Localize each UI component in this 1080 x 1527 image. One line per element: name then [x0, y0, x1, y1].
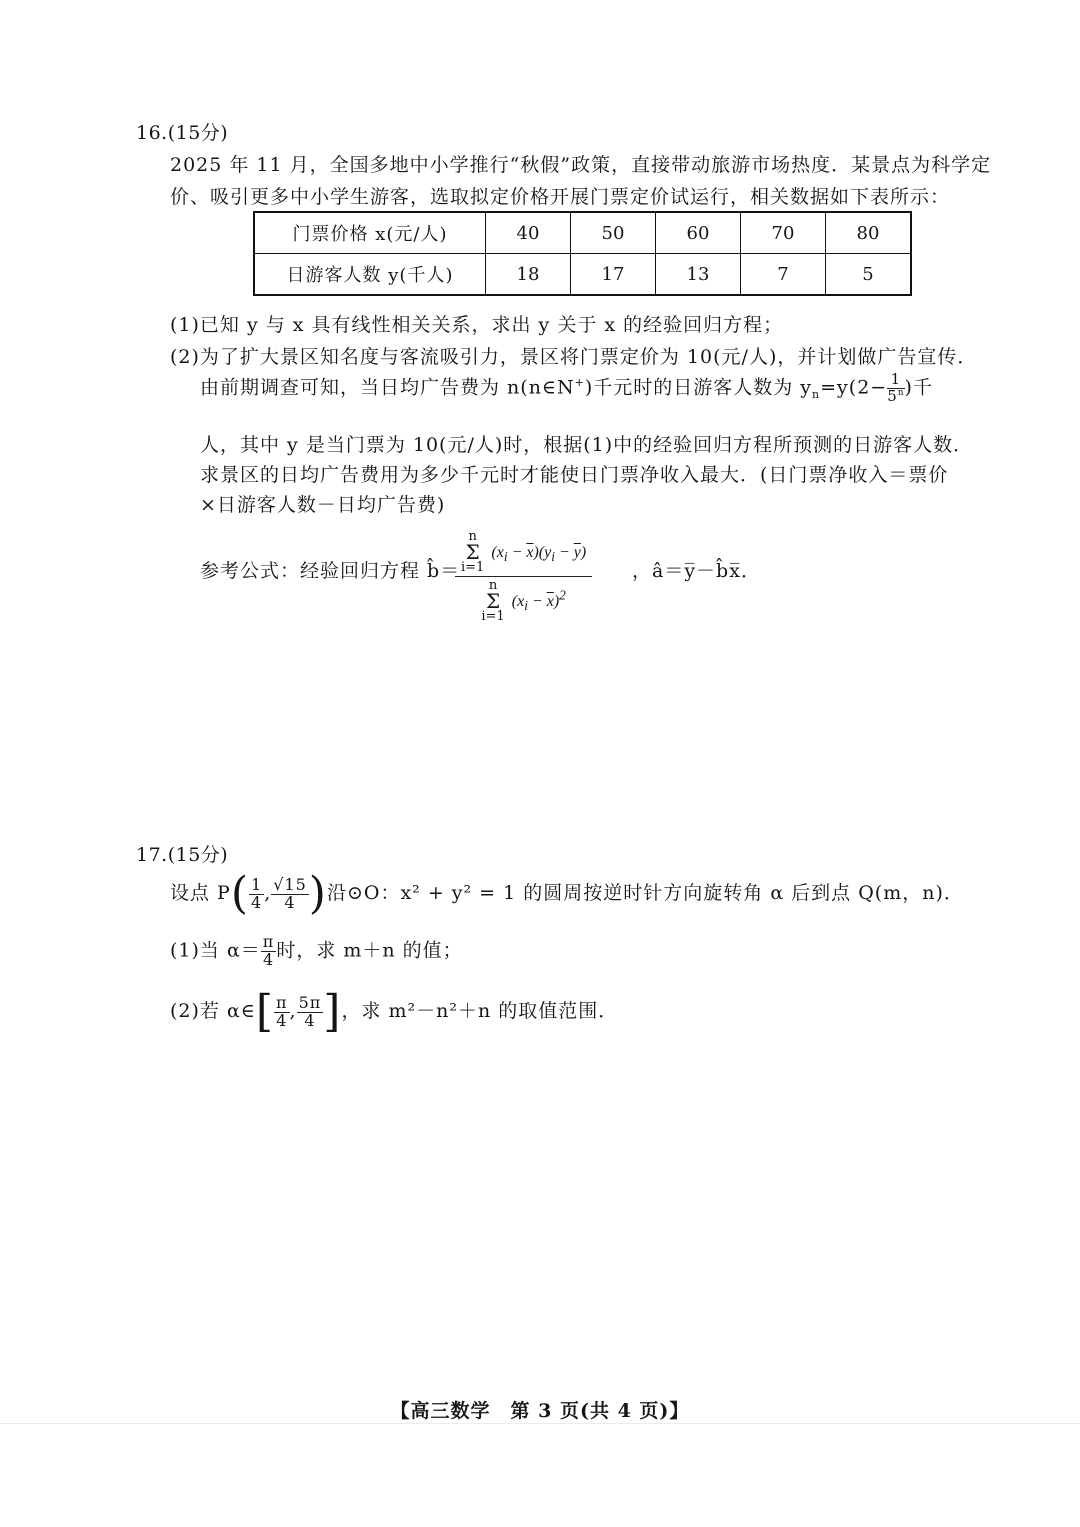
text-segment: ，求 m²－n²＋n 的取值范围．: [341, 1000, 619, 1022]
text-segment: =y(2−: [820, 376, 888, 399]
sigma-symbol: n Σ i=1: [461, 529, 485, 575]
q16-part2-line5: ×日游客人数－日均广告费): [200, 494, 446, 516]
q16-intro-line1: 2025 年 11 月，全国多地中小学推行“秋假”政策，直接带动旅游市场热度．某景点为科学定: [170, 154, 992, 176]
row-label-visitors: 日游客人数 y(千人): [254, 254, 486, 296]
fraction-pi-over-4: [261, 934, 277, 969]
text-segment: 沿⊙O：x² + y² = 1 的圆周按逆时针方向旋转角 α 后到点 Q(m，n)．: [326, 882, 964, 904]
regression-formula-fraction: [455, 530, 592, 623]
text-segment: )千元时的日游客人数为 y: [584, 376, 813, 399]
table-row-price: [254, 212, 911, 254]
q16-part2-line4: 求景区的日均广告费用为多少千元时才能使日门票净收入最大．(日门票净收入＝票价: [200, 464, 949, 486]
reference-formula-tail: ，â＝y̅－b̂x̅．: [632, 560, 761, 582]
text-segment: 设点 P: [170, 882, 231, 904]
price-cell: 70: [741, 212, 826, 254]
visitor-cell: 17: [571, 254, 656, 296]
point-p-x: [249, 874, 264, 912]
frac-denominator-base: 5: [887, 386, 898, 405]
point-p-y: [271, 874, 309, 912]
text-segment: (1)当 α＝: [170, 939, 261, 962]
formula-denominator: n Σ i=1 $(x_i - \overline{x})^2$: [481, 578, 566, 624]
ticket-data-table: [253, 211, 912, 296]
text-segment: 时，求 m＋n 的值；: [276, 939, 463, 962]
frac-numerator: √15: [273, 874, 307, 894]
frac-denominator: 4: [276, 1010, 288, 1030]
price-cell: 80: [826, 212, 912, 254]
q16-number: 16.(15分): [136, 122, 229, 144]
footer-divider: [0, 1423, 1080, 1424]
frac-denominator: 4: [304, 1010, 316, 1030]
visitor-cell: 13: [656, 254, 741, 296]
q17-part1: [170, 934, 463, 969]
text-segment: )千: [904, 376, 933, 399]
q17-number: 17.(15分): [136, 844, 229, 866]
price-cell: 50: [571, 212, 656, 254]
visitor-cell: 7: [741, 254, 826, 296]
interval-upper: [297, 992, 324, 1030]
price-cell: 60: [656, 212, 741, 254]
text-segment: (2)若 α∈: [170, 1000, 256, 1022]
price-cell: 40: [486, 212, 571, 254]
frac-numerator: π: [276, 992, 288, 1012]
text-segment: 由前期调查可知，当日均广告费为 n(n∈N: [200, 376, 575, 399]
frac-numerator: 1: [251, 874, 263, 894]
q16-part2-line3: 人，其中 y 是当门票为 10(元/人)时，根据(1)中的经验回归方程所预测的日游客人数．: [200, 434, 974, 456]
frac-denominator: 4: [251, 892, 263, 912]
q16-part1: (1)已知 y 与 x 具有线性相关关系，求出 y 关于 x 的经验回归方程；: [170, 314, 784, 336]
frac-denominator: 5$^n$: [887, 386, 905, 405]
frac-denominator: 4: [262, 949, 275, 969]
fraction-one-over-5n: [887, 372, 904, 405]
table-row-visitors: [254, 254, 911, 296]
q16-part2-line2: 由前期调查可知，当日均广告费为 n(n∈N+)千元时的日游客人数为 $y_n=y(2-$ $\frac{1}{5^n}$ )千: [200, 370, 933, 405]
frac-numerator: π: [262, 932, 275, 951]
q16-intro-line2: 价、吸引更多中小学生游客，选取拟定价格开展门票定价试运行，相关数据如下表所示：: [170, 186, 951, 208]
frac-numerator: 5π: [298, 992, 322, 1012]
reference-formula-label: 参考公式：经验回归方程 b̂＝: [200, 560, 461, 582]
visitor-cell: 18: [486, 254, 571, 296]
q17-part2: (2)若 α∈[ $\frac{\pi}{4}$ , $\frac{5\pi}{4}$ ]，求 m²－n²＋n 的取值范围．: [170, 986, 619, 1037]
interval-lower: [274, 992, 290, 1030]
q17-stem: 设点 P( $\frac{1}{4}$ , $\frac{√15}{4}$ )沿⊙O：x² + y² = 1 的圆周按逆时针方向旋转角 α 后到点 Q(m，n)．: [170, 868, 964, 919]
row-label-price: 门票价格 x(元/人): [254, 212, 486, 254]
sigma-symbol: n Σ i=1: [481, 578, 505, 624]
frac-numerator: 1: [887, 372, 904, 389]
visitor-cell: 5: [826, 254, 912, 296]
q16-part2-line1: (2)为了扩大景区知名度与客流吸引力，景区将门票定价为 10(元/人)，并计划做广告宣传．: [170, 346, 978, 368]
formula-numerator: n Σ i=1 $(x_i - \overline{x})(y_i - \overline{y})$: [455, 530, 592, 577]
frac-denominator: 4: [284, 892, 296, 912]
page-footer: 【高三数学 第 3 页(共 4 页)】: [390, 1400, 690, 1422]
